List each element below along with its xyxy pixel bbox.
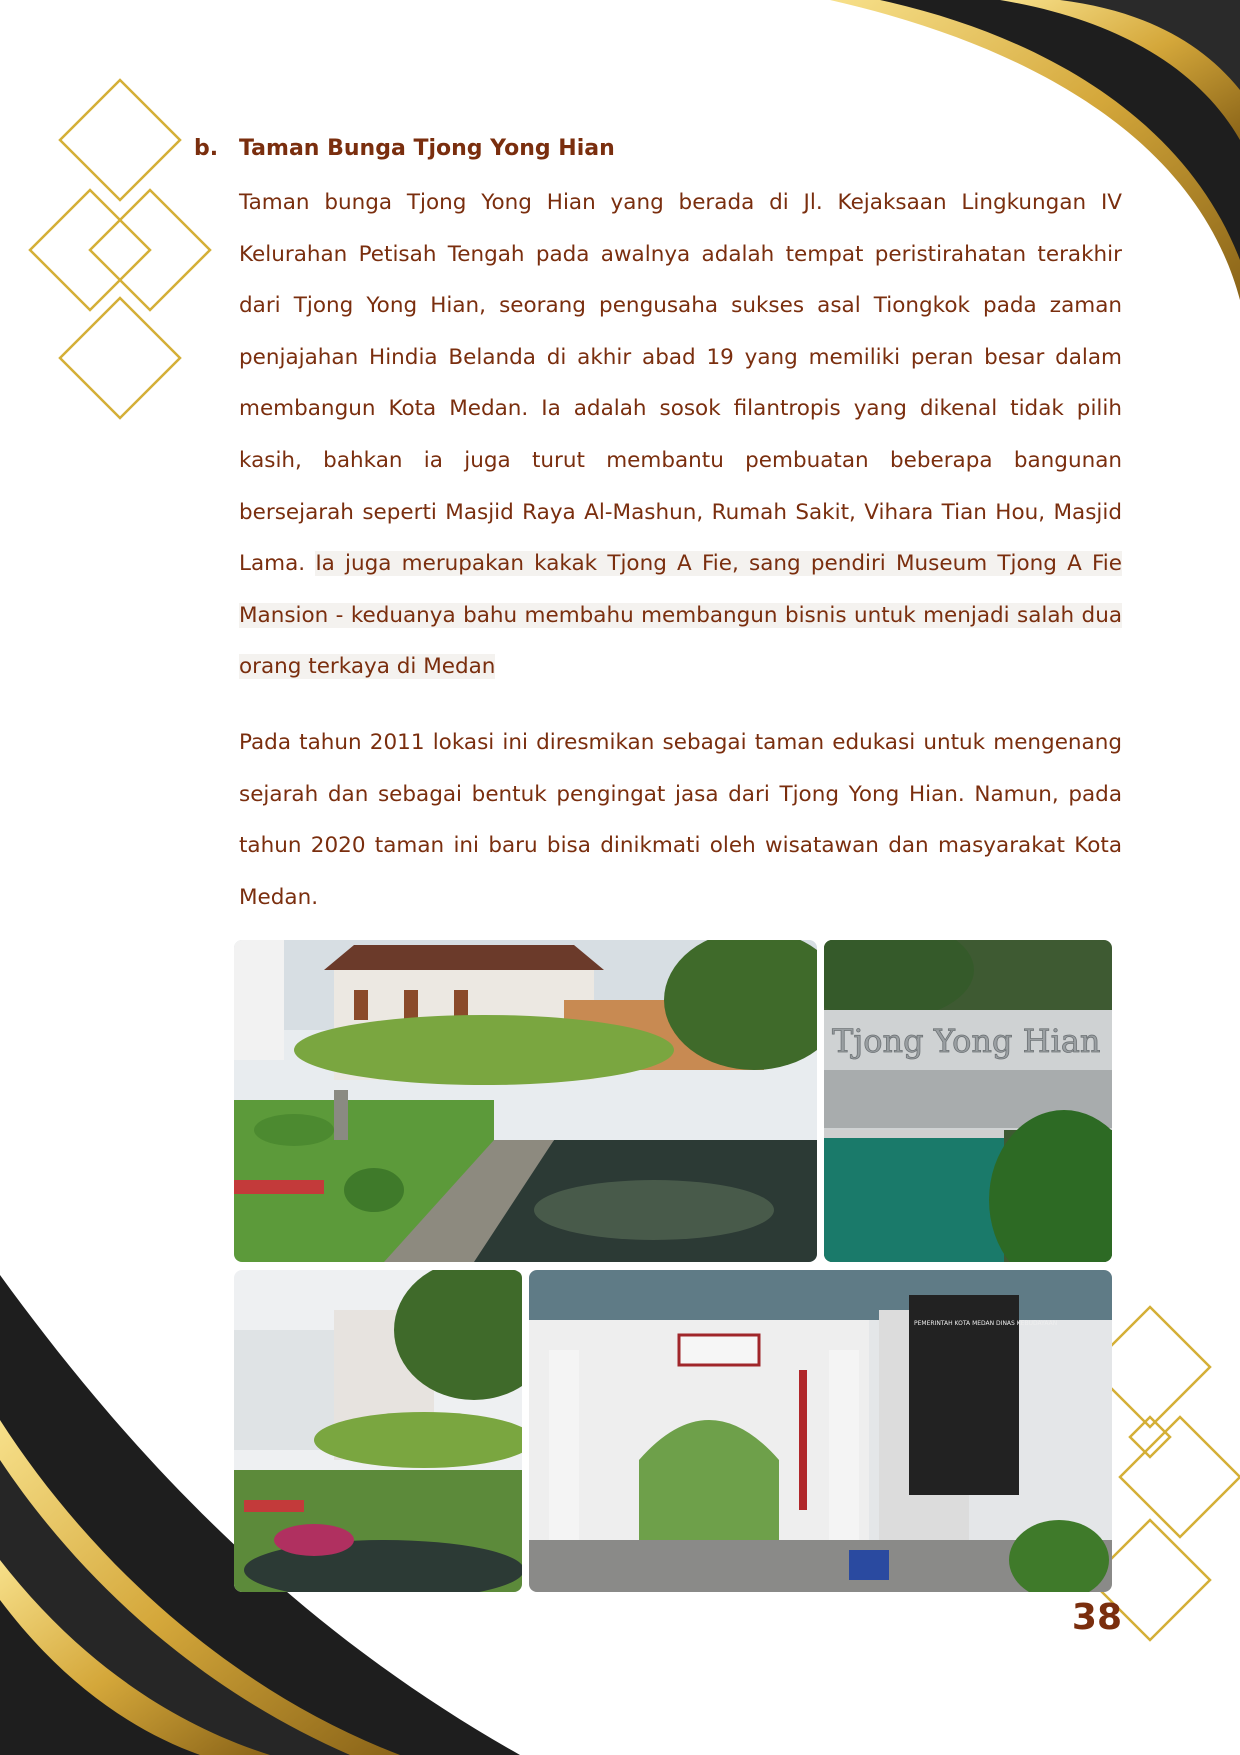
page-number: 38 [1071,1597,1122,1638]
paragraph-1-highlighted: Ia juga merupakan kakak Tjong A Fie, sang pendiri Museum Tjong A Fie Mansion - keduanya bahu membahu membangun bisnis untuk menjadi salah dua orang terkaya di Medan [239,551,1122,680]
entrance-gate-photo [529,1270,1112,1592]
paragraph-1 [239,177,1122,693]
sign-name-text: Tjong Yong Hian [832,1022,1101,1060]
garden-pond-photo [234,940,817,1262]
garden-view-photo [234,1270,522,1592]
section-heading [194,136,615,161]
gate-sign-text: PEMERINTAH KOTA MEDAN DINAS KEBUDAYAAN [914,1320,1058,1327]
section-marker: b. [194,136,219,161]
section-title: Taman Bunga Tjong Yong Hian [239,136,615,161]
name-sign-photo [824,940,1112,1262]
paragraph-1-part-1: Taman bunga Tjong Yong Hian yang berada di Jl. Kejaksaan Lingkungan IV Kelurahan Petisah Tengah pada awalnya adalah tempat peristirahatan terakhir dari Tjong Yong Hian, seorang pengusaha sukses asal Tiongkok pada zaman penjajahan Hindia Belanda di akhir abad 19 yang memiliki peran besar dalam membangun Kota Medan. Ia adalah sosok filantropis yang dikenal tidak pilih kasih, bahkan ia juga turut membantu pembuatan beberapa bangunan bersejarah seperti Masjid Raya Al-Mashun, Rumah Sakit, Vihara Tian Hou, Masjid Lama. [239,190,1122,577]
diamond-ornament-right [1090,1307,1240,1640]
diamond-ornament-left [30,80,210,418]
paragraph-2: Pada tahun 2011 lokasi ini diresmikan sebagai taman edukasi untuk mengenang sejarah dan sebagai bentuk pengingat jasa dari Tjong Yong Hian. Namun, pada tahun 2020 taman ini baru bisa dinikmati oleh wisatawan dan masyarakat Kota Medan. [239,730,1122,910]
